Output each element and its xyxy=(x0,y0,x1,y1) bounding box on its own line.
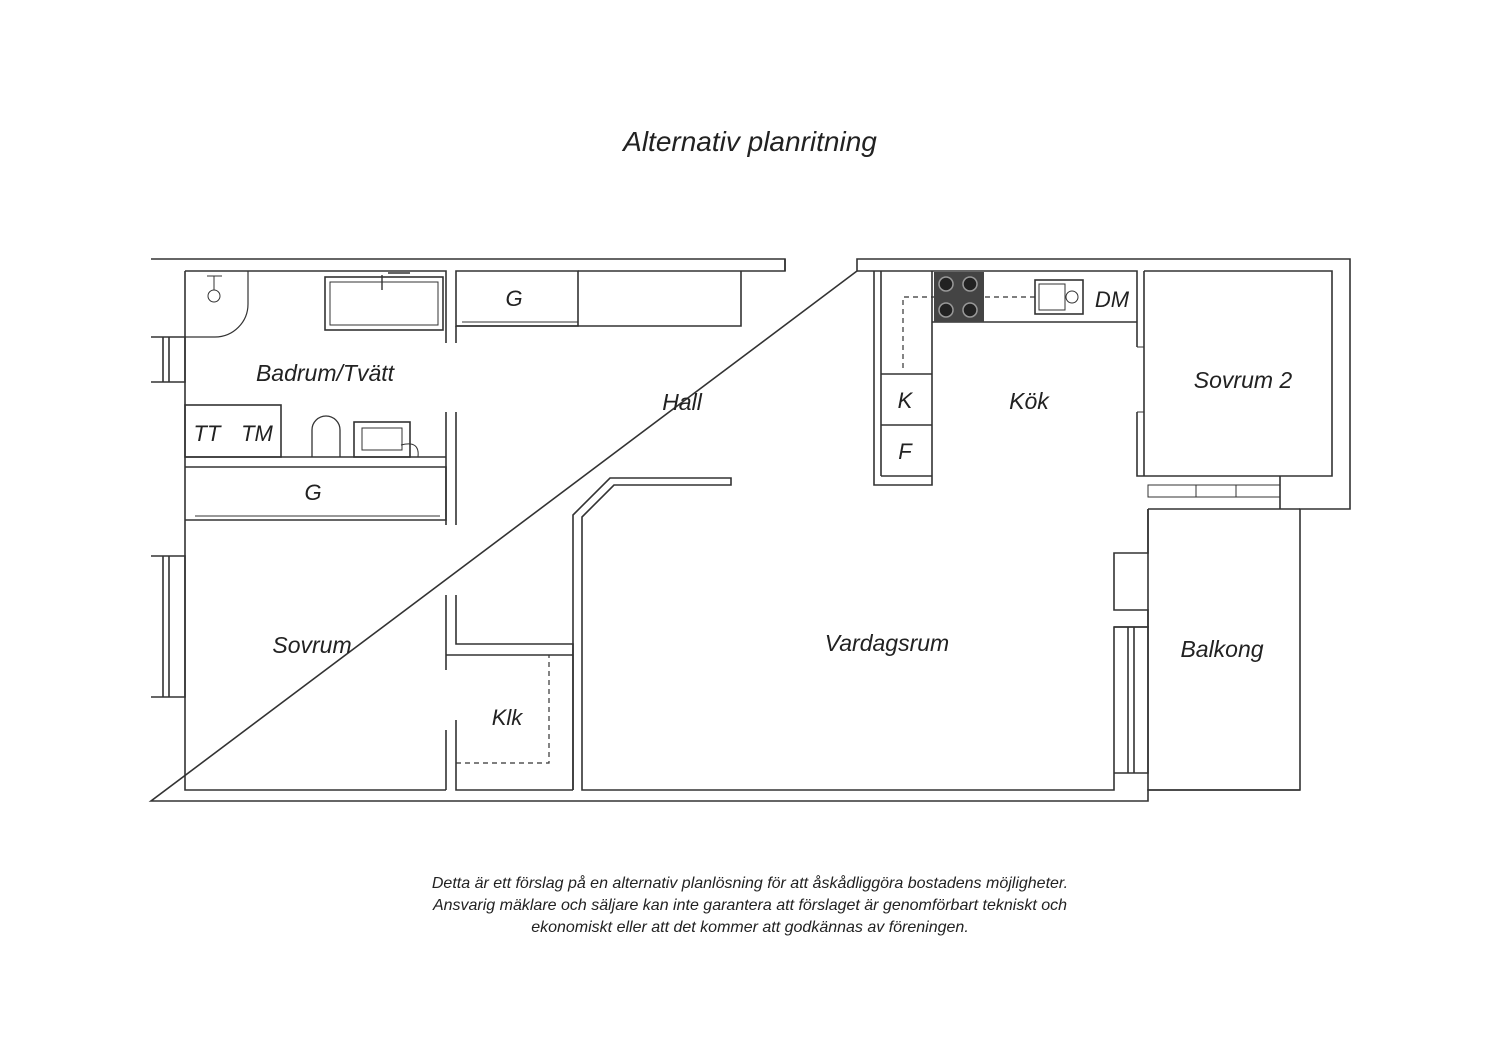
label-dryer: TT xyxy=(193,421,221,446)
label-bathroom: Badrum/Tvätt xyxy=(255,360,395,386)
disclaimer-line: ekonomiskt eller att det kommer att godkännas av föreningen. xyxy=(531,919,969,936)
shower xyxy=(185,271,248,337)
stove xyxy=(934,272,984,322)
bedroom-wall xyxy=(446,595,573,790)
window-left-top xyxy=(151,337,185,382)
bathroom-wall xyxy=(185,412,456,525)
label-kitchen: Kök xyxy=(1009,388,1049,414)
page-title: Alternativ planritning xyxy=(623,126,877,157)
label-dishwasher: DM xyxy=(1094,287,1130,312)
bathtub xyxy=(325,277,443,330)
label-fridge: K xyxy=(897,388,913,413)
label-bedroom-2: Sovrum 2 xyxy=(1193,367,1293,393)
window-left-bottom xyxy=(151,556,185,697)
label-washer: TM xyxy=(241,421,273,446)
label-balcony: Balkong xyxy=(1180,636,1264,662)
label-wardrobe-top: G xyxy=(505,286,523,311)
label-wardrobe-bedroom: G xyxy=(304,480,322,505)
disclaimer-line: Detta är ett förslag på en alternativ planlösning för att åskådliggöra bostadens möjligheter. xyxy=(431,875,1069,892)
label-living-room: Vardagsrum xyxy=(824,630,950,656)
window-living xyxy=(1114,627,1148,773)
label-bedroom: Sovrum xyxy=(272,632,352,658)
kitchen-sink xyxy=(1035,280,1083,314)
label-hall: Hall xyxy=(662,389,702,415)
disclaimer xyxy=(0,873,1500,939)
toilet xyxy=(312,416,340,457)
label-freezer: F xyxy=(898,439,912,464)
label-closet: Klk xyxy=(491,705,523,730)
outer-wall xyxy=(151,259,1350,801)
disclaimer-line: Ansvarig mäklare och säljare kan inte garantera att förslaget är genomförbart tekniskt och xyxy=(432,897,1068,914)
inner-wall-left xyxy=(185,271,446,790)
